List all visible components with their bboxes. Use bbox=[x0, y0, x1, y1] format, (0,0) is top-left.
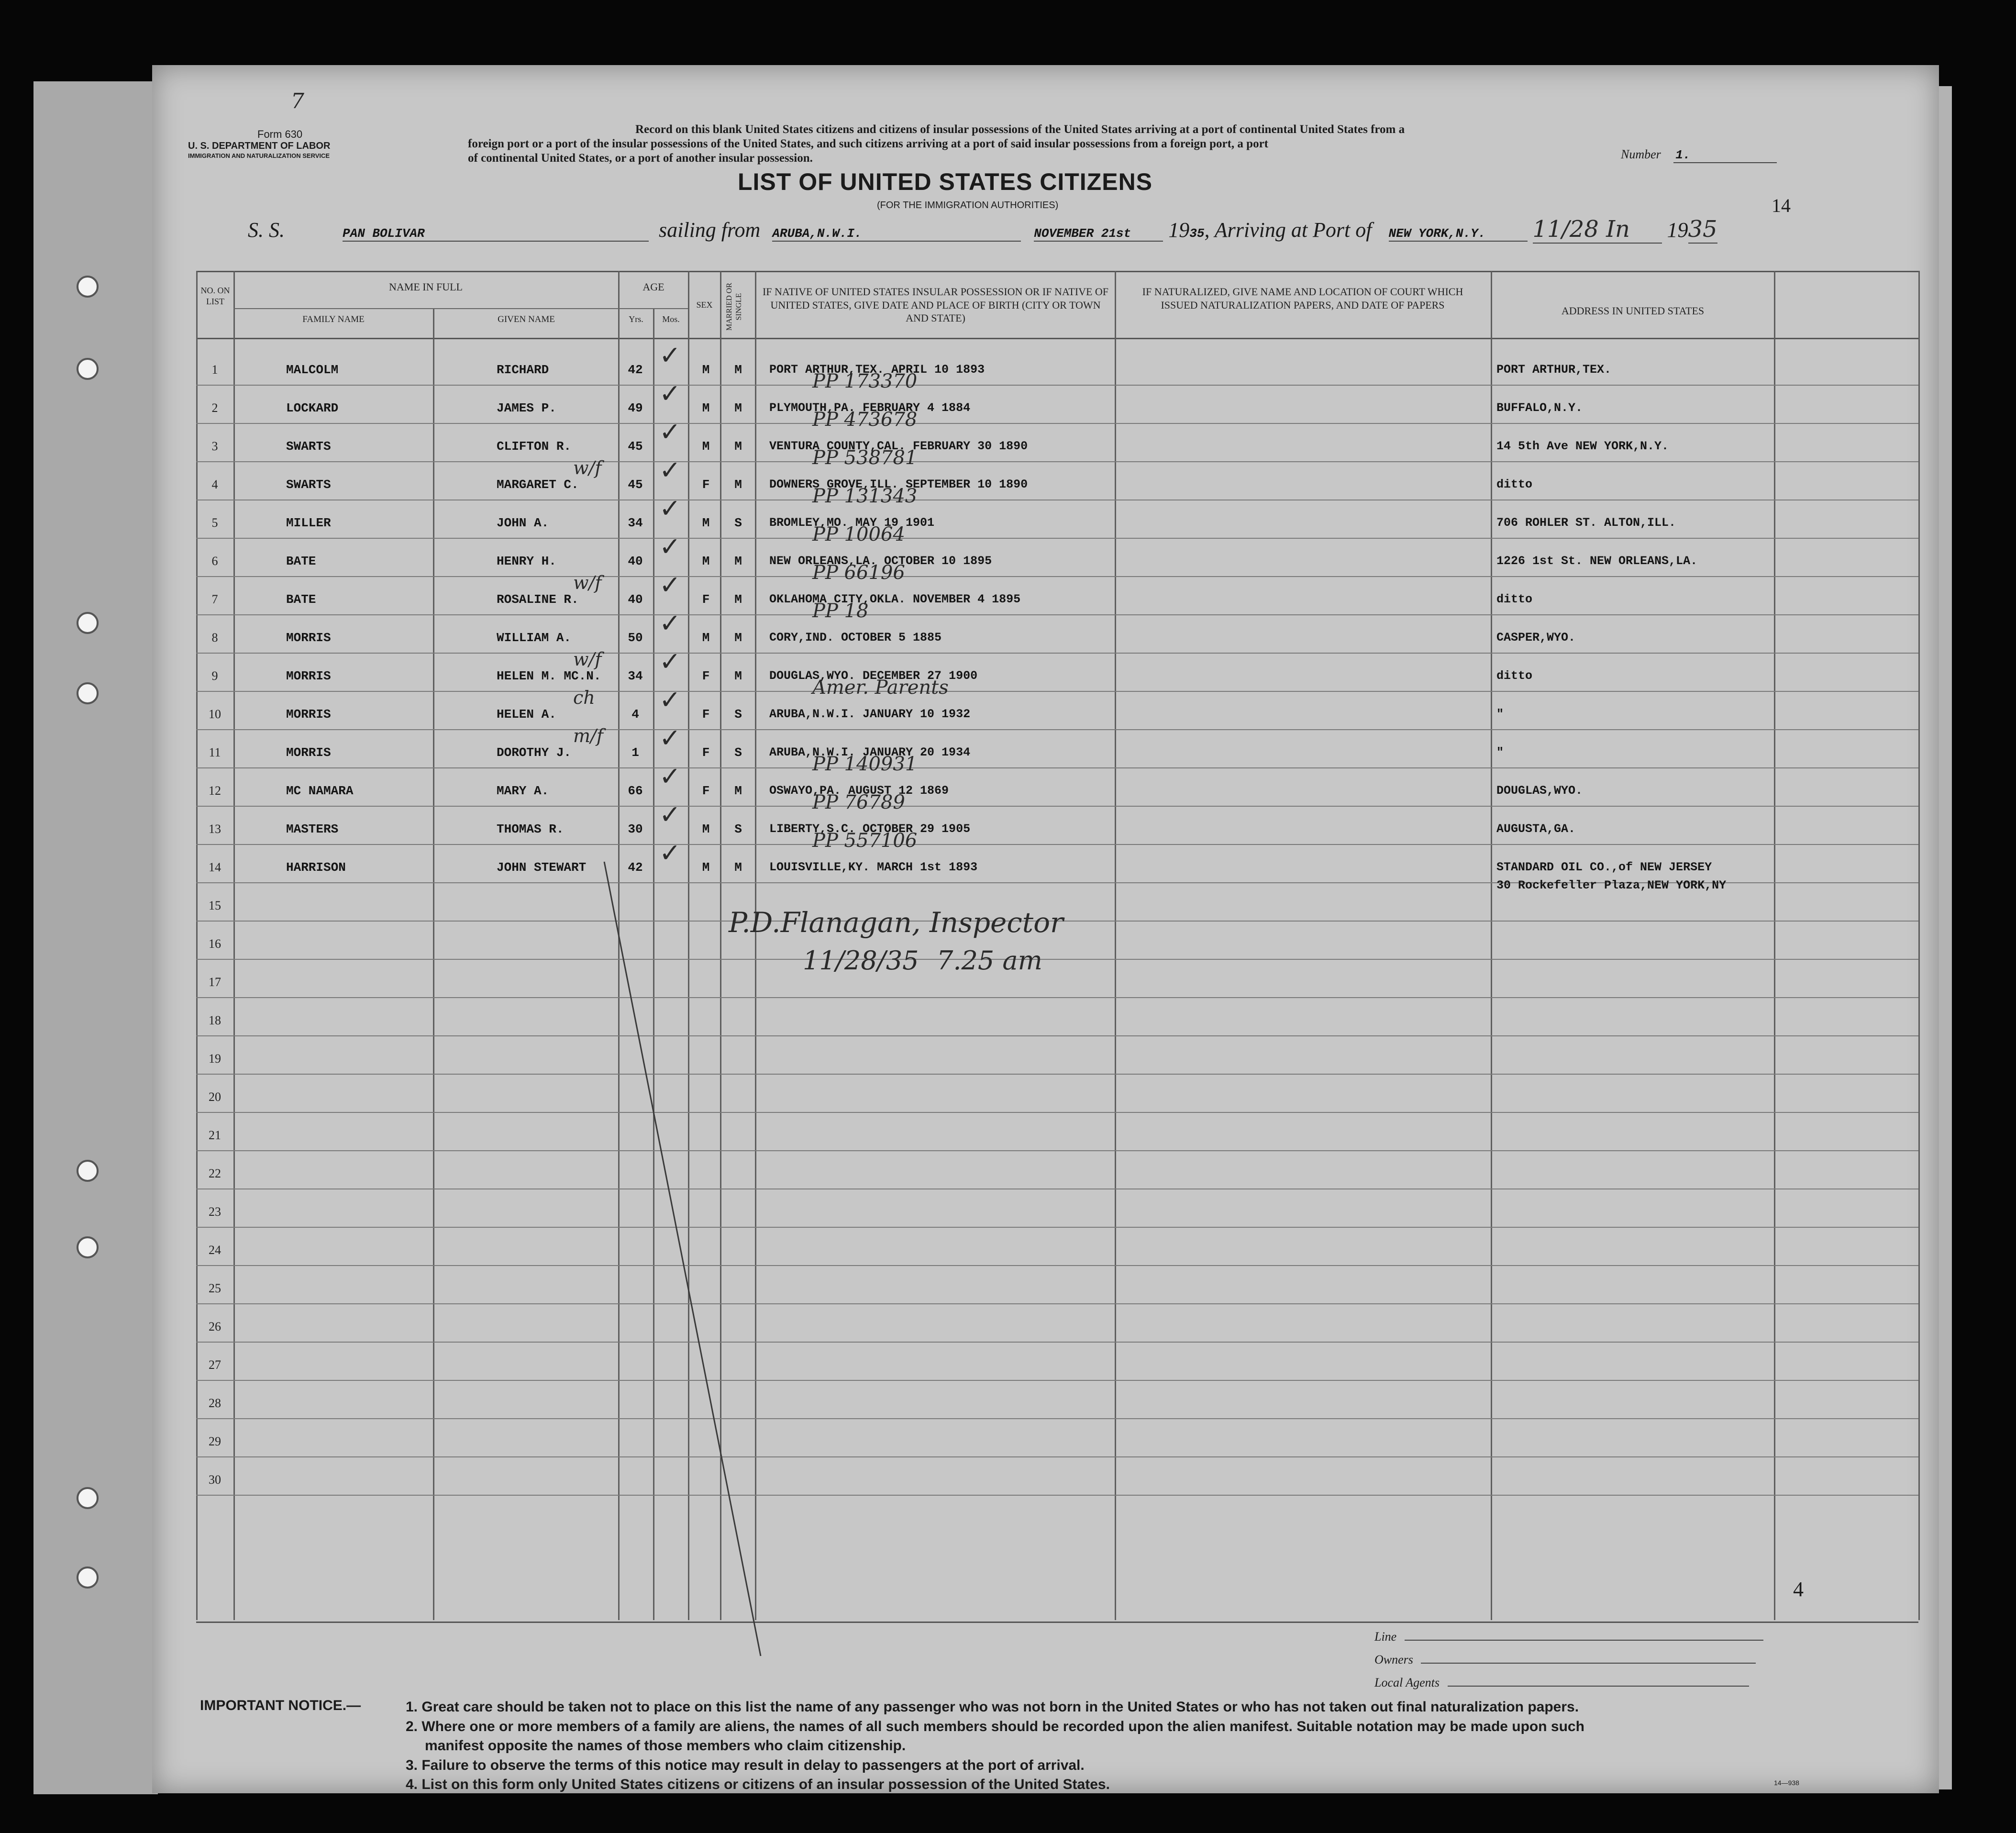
passport-note: PP 473678 bbox=[812, 409, 918, 431]
col-address: ADDRESS IN UNITED STATES bbox=[1561, 305, 1705, 317]
given-name: WILLIAM A. bbox=[497, 631, 572, 645]
row-number: 30 bbox=[209, 1473, 221, 1487]
us-address: AUGUSTA,GA. bbox=[1496, 822, 1576, 836]
passport-note: PP 538781 bbox=[812, 447, 918, 469]
page-mark: 4 bbox=[1793, 1577, 1804, 1601]
check-mark-icon: ✓ bbox=[659, 493, 681, 523]
family-name: SWARTS bbox=[286, 439, 331, 454]
given-name: JOHN A. bbox=[497, 516, 549, 530]
birth-info: LOUISVILLE,KY. MARCH 1st 1893 bbox=[769, 860, 978, 874]
birth-info: LIBERTY,S.C. OCTOBER 29 1905 bbox=[769, 822, 971, 836]
row-number: 22 bbox=[209, 1166, 221, 1180]
check-mark-icon: ✓ bbox=[659, 608, 681, 638]
birth-info: PLYMOUTH,PA. FEBRUARY 4 1884 bbox=[769, 401, 971, 415]
given-note: w/f bbox=[573, 457, 602, 478]
row-number: 2 bbox=[211, 401, 218, 415]
ss-label: S. S. bbox=[248, 218, 285, 242]
sex: F bbox=[702, 745, 710, 760]
instruction-line: of continental United States, or a port of another insular possession. bbox=[468, 152, 813, 165]
given-note: w/f bbox=[573, 649, 602, 670]
birth-info: DOWNERS GROVE,ILL. SEPTEMBER 10 1890 bbox=[769, 478, 1028, 491]
passport-note: PP 76789 bbox=[812, 791, 905, 813]
agents-label: Local Agents bbox=[1374, 1676, 1440, 1689]
check-mark-icon: ✓ bbox=[659, 455, 681, 485]
row-number: 14 bbox=[209, 860, 221, 874]
family-name: MC NAMARA bbox=[286, 784, 354, 798]
us-address: 706 ROHLER ST. ALTON,ILL. bbox=[1496, 516, 1676, 530]
us-address: " bbox=[1496, 707, 1504, 721]
given-name: HELEN M. MC.N. bbox=[497, 669, 601, 683]
punch-hole bbox=[77, 612, 99, 634]
family-name: LOCKARD bbox=[286, 401, 339, 415]
form-number: Form 630 bbox=[257, 128, 303, 140]
row-number: 6 bbox=[211, 554, 218, 568]
row-number: 13 bbox=[209, 822, 221, 836]
sex: M bbox=[702, 822, 710, 836]
col-name-in-full: NAME IN FULL bbox=[389, 281, 463, 293]
sex: F bbox=[702, 478, 710, 492]
sex: M bbox=[702, 554, 710, 568]
col-given-name: GIVEN NAME bbox=[498, 314, 555, 324]
sex: F bbox=[702, 592, 710, 607]
instruction-line: foreign port or a port of the insular possessions of the United States, and such citizens arriving at a port of said insular possessions from a foreign port, a port bbox=[468, 137, 1268, 150]
check-mark-icon: ✓ bbox=[659, 838, 681, 868]
marital-status: M bbox=[734, 478, 742, 492]
birth-info: PORT ARTHUR,TEX. APRIL 10 1893 bbox=[769, 363, 985, 377]
marital-status: M bbox=[734, 592, 742, 607]
row-number: 9 bbox=[211, 669, 218, 683]
departure-date: NOVEMBER 21st bbox=[1034, 226, 1163, 242]
col-family-name: FAMILY NAME bbox=[302, 314, 365, 324]
age-years: 45 bbox=[628, 478, 643, 492]
family-name: MORRIS bbox=[286, 707, 331, 722]
us-address: " bbox=[1496, 745, 1504, 759]
arrival-year-prefix: 19 bbox=[1667, 218, 1688, 242]
port-from: ARUBA,N.W.I. bbox=[772, 226, 1021, 242]
given-name: RICHARD bbox=[497, 363, 549, 377]
cancel-stroke bbox=[152, 65, 1939, 1793]
family-name: HARRISON bbox=[286, 860, 346, 875]
row-number: 4 bbox=[211, 478, 218, 491]
age-years: 40 bbox=[628, 554, 643, 568]
birth-info: CORY,IND. OCTOBER 5 1885 bbox=[769, 631, 942, 644]
arriving-label: , Arriving at Port of bbox=[1204, 218, 1372, 242]
sex: M bbox=[702, 860, 710, 875]
page-subtitle: (FOR THE IMMIGRATION AUTHORITIES) bbox=[877, 200, 1059, 211]
department: U. S. DEPARTMENT OF LABOR bbox=[188, 141, 331, 151]
age-years: 42 bbox=[628, 860, 643, 875]
row-number: 29 bbox=[209, 1434, 221, 1448]
marital-status: S bbox=[734, 707, 742, 722]
us-address: DOUGLAS,WYO. bbox=[1496, 784, 1583, 798]
notice-item: 1. Great care should be taken not to place on this list the name of any passenger who was not born in the United States or who has not taken out final naturalization papers. bbox=[406, 1699, 1579, 1715]
col-birth-info: IF NATIVE OF UNITED STATES INSULAR POSSESSION OR IF NATIVE OF UNITED STATES, GIVE DATE AND PLACE OF BIRTH (CITY OR TOWN AND STATE) bbox=[762, 286, 1109, 324]
row-number: 20 bbox=[209, 1090, 221, 1104]
arrival-date: 11/28 In bbox=[1533, 216, 1662, 244]
row-number: 25 bbox=[209, 1281, 221, 1295]
col-mos: Mos. bbox=[662, 314, 680, 324]
punch-hole bbox=[77, 1566, 99, 1589]
inspector-date: 11/28/35 bbox=[803, 945, 919, 976]
given-note: w/f bbox=[573, 572, 602, 593]
passport-note: Amer. Parents bbox=[812, 677, 949, 699]
marital-status: M bbox=[734, 554, 742, 568]
punch-hole bbox=[77, 358, 99, 380]
age-years: 49 bbox=[628, 401, 643, 415]
sex: M bbox=[702, 401, 710, 415]
birth-info: OKLAHOMA CITY,OKLA. NOVEMBER 4 1895 bbox=[769, 592, 1021, 606]
birth-info: BROMLEY,MO. MAY 19 1901 bbox=[769, 516, 935, 530]
marital-status: M bbox=[734, 669, 742, 683]
given-name: HELEN A. bbox=[497, 707, 556, 722]
age-years: 34 bbox=[628, 669, 643, 683]
arrival-year: 35 bbox=[1688, 216, 1717, 243]
birth-info: NEW ORLEANS,LA. OCTOBER 10 1895 bbox=[769, 554, 992, 568]
marital-status: M bbox=[734, 401, 742, 415]
family-name: BATE bbox=[286, 592, 316, 607]
row-number: 12 bbox=[209, 784, 221, 798]
sex: F bbox=[702, 707, 710, 722]
given-name: JAMES P. bbox=[497, 401, 556, 415]
family-name: MORRIS bbox=[286, 631, 331, 645]
notice-title: IMPORTANT NOTICE.— bbox=[200, 1698, 361, 1713]
passport-note: PP 18 bbox=[812, 600, 869, 622]
punch-hole bbox=[77, 1236, 99, 1258]
us-address: 1226 1st St. NEW ORLEANS,LA. bbox=[1496, 554, 1698, 568]
marital-status: M bbox=[734, 631, 742, 645]
age-years: 1 bbox=[631, 745, 639, 760]
family-name: MASTERS bbox=[286, 822, 339, 836]
given-name: DOROTHY J. bbox=[497, 745, 572, 760]
age-years: 4 bbox=[631, 707, 639, 722]
passport-note: PP 131343 bbox=[812, 485, 918, 507]
row-number: 7 bbox=[211, 592, 218, 606]
given-name: THOMAS R. bbox=[497, 822, 564, 836]
check-mark-icon: ✓ bbox=[659, 761, 681, 791]
agents-field bbox=[1374, 1676, 1749, 1690]
underlying-sheet-left bbox=[33, 81, 158, 1794]
row-number: 27 bbox=[209, 1358, 221, 1372]
port-to: NEW YORK,N.Y. bbox=[1389, 226, 1528, 242]
birth-info: ARUBA,N.W.I. JANUARY 10 1932 bbox=[769, 707, 971, 721]
col-yrs: Yrs. bbox=[629, 314, 643, 324]
passport-note: PP 66196 bbox=[812, 562, 905, 584]
row-number: 17 bbox=[209, 975, 221, 989]
punch-hole bbox=[77, 682, 99, 704]
given-name: ROSALINE R. bbox=[497, 592, 579, 607]
us-address-line2: 30 Rockefeller Plaza,NEW YORK,NY bbox=[1496, 878, 1727, 892]
row-number: 11 bbox=[209, 745, 221, 759]
given-name: CLIFTON R. bbox=[497, 439, 572, 454]
number-value: 1. bbox=[1673, 148, 1776, 163]
given-note: ch bbox=[573, 687, 595, 708]
sex: M bbox=[702, 439, 710, 454]
col-married-single: MARRIED OR SINGLE bbox=[725, 283, 743, 331]
family-name: MORRIS bbox=[286, 745, 331, 760]
us-address: ditto bbox=[1496, 478, 1533, 491]
ship-name: PAN BOLIVAR bbox=[343, 226, 649, 242]
sex: F bbox=[702, 669, 710, 683]
age-years: 40 bbox=[628, 592, 643, 607]
row-number: 23 bbox=[209, 1205, 221, 1219]
age-years: 34 bbox=[628, 516, 643, 530]
passport-note: PP 173370 bbox=[812, 370, 918, 392]
birth-info: VENTURA COUNTY,CAL. FEBRUARY 30 1890 bbox=[769, 439, 1028, 453]
marital-status: M bbox=[734, 363, 742, 377]
marital-status: M bbox=[734, 860, 742, 875]
row-number: 19 bbox=[209, 1052, 221, 1066]
sheet-number: 14 bbox=[1772, 195, 1791, 216]
passport-note: PP 140931 bbox=[812, 753, 918, 775]
manifest-page bbox=[152, 65, 1939, 1793]
marital-status: M bbox=[734, 439, 742, 454]
owners-field bbox=[1374, 1653, 1756, 1667]
punch-hole bbox=[77, 1487, 99, 1509]
year-prefix: 19 bbox=[1168, 218, 1190, 242]
row-number: 5 bbox=[211, 516, 218, 530]
check-mark-icon: ✓ bbox=[659, 340, 681, 370]
family-name: MORRIS bbox=[286, 669, 331, 683]
row-number: 24 bbox=[209, 1243, 221, 1257]
page-title: LIST OF UNITED STATES CITIZENS bbox=[738, 168, 1153, 195]
sex: F bbox=[702, 784, 710, 798]
check-mark-icon: ✓ bbox=[659, 646, 681, 677]
family-name: BATE bbox=[286, 554, 316, 568]
birth-info: ARUBA,N.W.I. JANUARY 20 1934 bbox=[769, 745, 971, 759]
marital-status: M bbox=[734, 784, 742, 798]
punch-hole bbox=[77, 276, 99, 298]
us-address: ditto bbox=[1496, 669, 1533, 683]
given-name: HENRY H. bbox=[497, 554, 556, 568]
age-years: 50 bbox=[628, 631, 643, 645]
given-name: JOHN STEWART bbox=[497, 860, 587, 875]
family-name: MILLER bbox=[286, 516, 331, 530]
marital-status: S bbox=[734, 822, 742, 836]
passport-note: PP 557106 bbox=[812, 830, 918, 852]
owners-label: Owners bbox=[1374, 1653, 1413, 1666]
check-mark-icon: ✓ bbox=[659, 378, 681, 409]
check-mark-icon: ✓ bbox=[659, 685, 681, 715]
col-naturalized-info: IF NATURALIZED, GIVE NAME AND LOCATION OF COURT WHICH ISSUED NATURALIZATION PAPERS, AND DATE OF PAPERS bbox=[1142, 286, 1463, 311]
row-number: 16 bbox=[209, 937, 221, 951]
row-number: 10 bbox=[209, 707, 221, 721]
age-years: 66 bbox=[628, 784, 643, 798]
age-years: 30 bbox=[628, 822, 643, 836]
sex: M bbox=[702, 516, 710, 530]
col-sex: SEX bbox=[696, 300, 713, 310]
passport-note: PP 10064 bbox=[812, 523, 905, 545]
check-mark-icon: ✓ bbox=[659, 570, 681, 600]
punch-hole bbox=[77, 1160, 99, 1182]
check-mark-icon: ✓ bbox=[659, 417, 681, 447]
us-address: STANDARD OIL CO.,of NEW JERSEY bbox=[1496, 860, 1712, 874]
family-name: SWARTS bbox=[286, 478, 331, 492]
given-name: MARY A. bbox=[497, 784, 549, 798]
family-name: MALCOLM bbox=[286, 363, 339, 377]
check-mark-icon: ✓ bbox=[659, 800, 681, 830]
us-address: BUFFALO,N.Y. bbox=[1496, 401, 1583, 415]
service: IMMIGRATION AND NATURALIZATION SERVICE bbox=[188, 152, 330, 159]
row-number: 26 bbox=[209, 1320, 221, 1333]
row-number: 8 bbox=[211, 631, 218, 644]
row-number: 21 bbox=[209, 1128, 221, 1142]
marital-status: S bbox=[734, 745, 742, 760]
age-years: 42 bbox=[628, 363, 643, 377]
line-label: Line bbox=[1374, 1630, 1397, 1644]
notice-item: manifest opposite the names of those members who claim citizenship. bbox=[425, 1738, 906, 1754]
col-age: AGE bbox=[642, 281, 665, 293]
row-number: 1 bbox=[211, 363, 218, 377]
check-mark-icon: ✓ bbox=[659, 723, 681, 753]
us-address: 14 5th Ave NEW YORK,N.Y. bbox=[1496, 439, 1669, 453]
number-label: Number bbox=[1621, 147, 1661, 161]
given-note: m/f bbox=[573, 725, 603, 746]
row-number: 18 bbox=[209, 1013, 221, 1027]
given-name: MARGARET C. bbox=[497, 478, 579, 492]
print-code: 14—938 bbox=[1774, 1779, 1799, 1787]
birth-info: DOUGLAS,WYO. DECEMBER 27 1900 bbox=[769, 669, 978, 683]
inspector-signature: P.D.Flanagan, Inspector bbox=[729, 906, 1063, 939]
notice-item: 4. List on this form only United States citizens or citizens of an insular possession of the United States. bbox=[406, 1777, 1110, 1792]
us-address: CASPER,WYO. bbox=[1496, 631, 1576, 644]
sailing-from-label: sailing from bbox=[659, 218, 761, 242]
inspector-time: 7.25 am bbox=[937, 945, 1042, 976]
year-suffix: 35 bbox=[1189, 226, 1205, 241]
notice-item: 2. Where one or more members of a family are aliens, the names of all such members should be recorded upon the alien manifest. Suitable notation may be made upon such bbox=[406, 1718, 1584, 1734]
marital-status: S bbox=[734, 516, 742, 530]
row-number: 28 bbox=[209, 1396, 221, 1410]
age-years: 45 bbox=[628, 439, 643, 454]
row-number: 15 bbox=[209, 899, 221, 912]
birth-info: OSWAYO,PA. AUGUST 12 1869 bbox=[769, 784, 949, 798]
notice-list bbox=[406, 1698, 1937, 1795]
sex: M bbox=[702, 363, 710, 377]
sex: M bbox=[702, 631, 710, 645]
col-no-on-list: NO. ON LIST bbox=[200, 286, 230, 306]
instruction-line: Record on this blank United States citizens and citizens of insular possessions of the United States arriving at a port of continental United States from a bbox=[635, 123, 1405, 136]
corner-mark: 7 bbox=[291, 89, 304, 113]
line-field bbox=[1374, 1630, 1763, 1644]
notice-item: 3. Failure to observe the terms of this notice may result in delay to passengers at the port of arrival. bbox=[406, 1757, 1085, 1773]
check-mark-icon: ✓ bbox=[659, 532, 681, 562]
row-number: 3 bbox=[211, 439, 218, 453]
us-address: PORT ARTHUR,TEX. bbox=[1496, 363, 1612, 377]
us-address: ditto bbox=[1496, 592, 1533, 606]
